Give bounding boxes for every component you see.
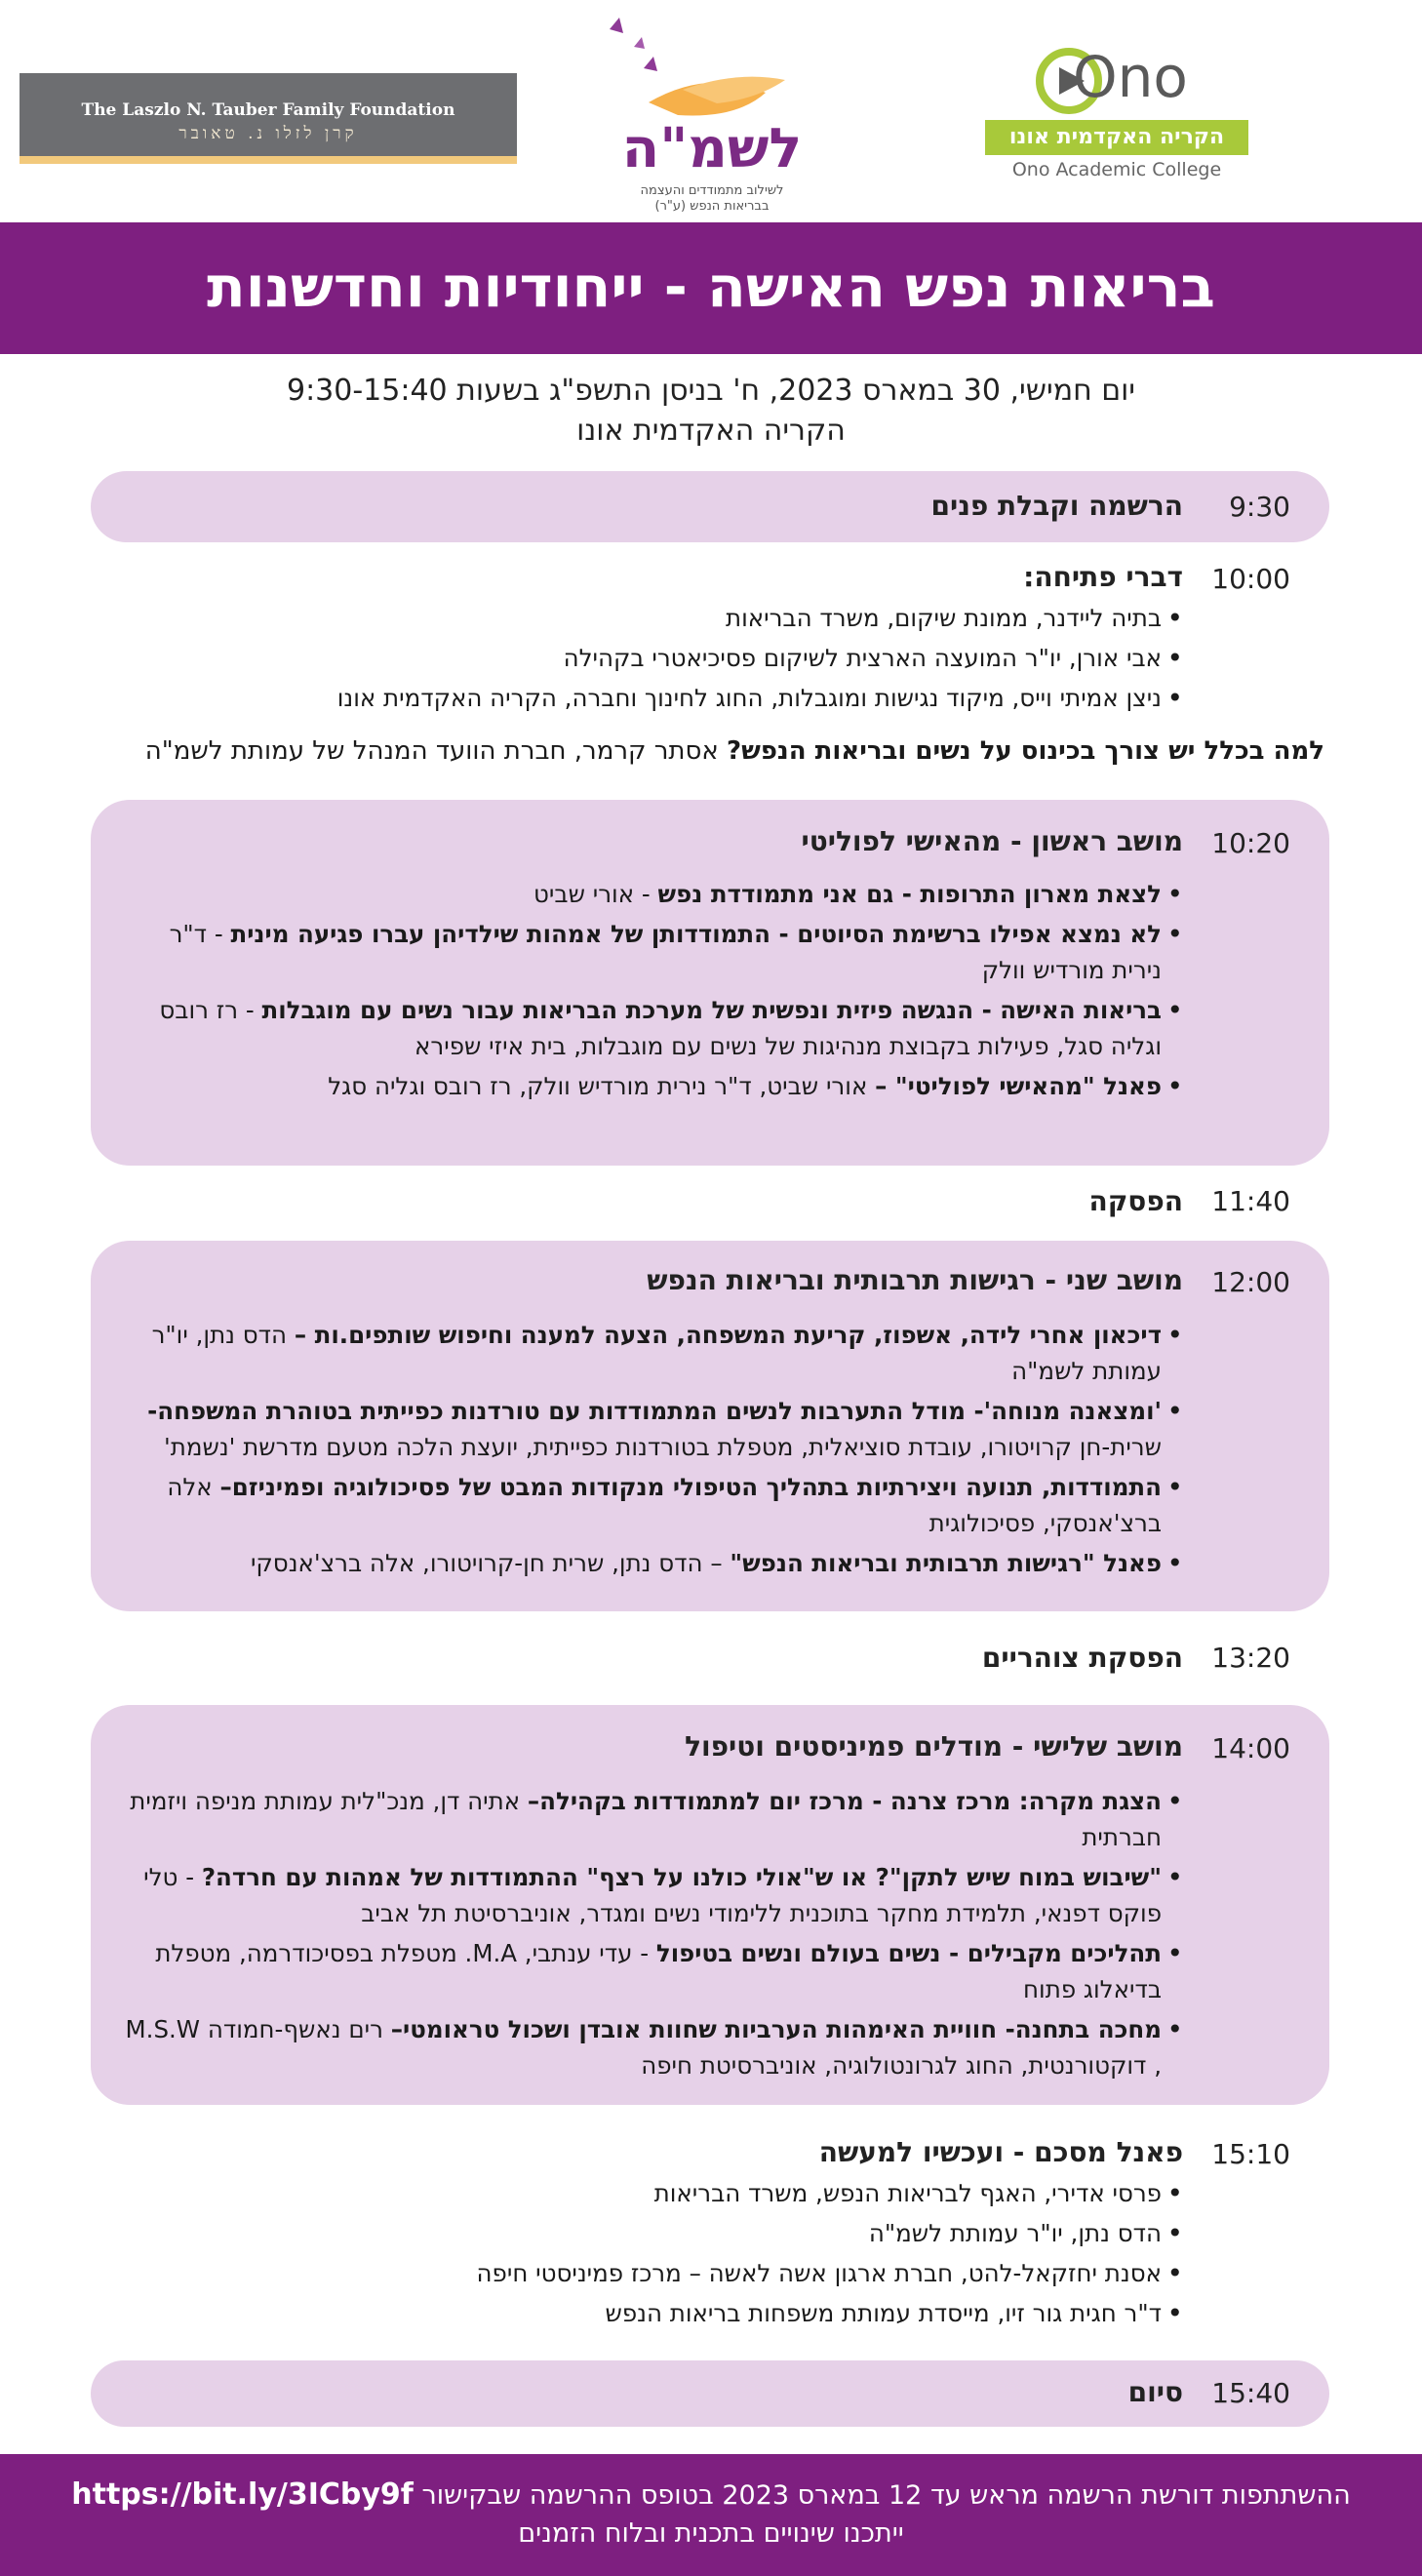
ono-logo-word: Ono: [1073, 44, 1188, 110]
break-title: הפסקה: [1088, 1185, 1183, 1217]
list-item: • בריאות האישה - הנגשה פיזית ונפשית של מערכת הבריאות עבור נשים עם מוגבלות - רז רובס וגליה סגל, פעילות בקבוצת מנהיגות של נשים עם מוגבלות, בית איזי שפירא: [130, 992, 1183, 1064]
closing-panel-time: 15:10: [1211, 2138, 1290, 2170]
registration-time: 9:30: [1229, 491, 1290, 523]
list-item: • מחכה בתחנה- חוויית האימהות הערביות שחוות אובדן ושכול טראומטי– רים נאשף-חמודה M.S.W , דוקטורנטית, החוג לגרונטולוגיה, אוניברסיטת חיפה: [110, 2011, 1183, 2083]
tauber-foundation-logo: [20, 73, 517, 164]
list-item: • הדס נתן, יו"ר עמותת לשמ"ה: [130, 2215, 1183, 2251]
list-item: • תהליכים מקבילים - נשים בעולם ונשים בטיפול - עדי ענתבי, M.A. מטפלת בפסיכודרמה, מטפלת בדיאלוג פתוח: [110, 1935, 1183, 2007]
list-item: • 'ומצאנה מנוחה'- מודל התערבות לנשים המתמודדות עם טורדנות כפייתית בטוהרת המשפחה- שרית-חן קרויטורו, עובדת סוציאלית, מטפלת בטורדנות כפייתית, יועצת הלכה מטעם מדרשת 'נשמת': [110, 1393, 1183, 1465]
session-2-talks: [110, 1317, 1183, 1585]
session-2-block: [91, 1241, 1329, 1611]
changes-disclaimer: ייתכנו שינויים בתכנית ובלוח הזמנים: [518, 2518, 904, 2549]
why-conference-speaker: אסתר קרמר, חברת הוועד המנהל של עמותת לשמ"ה: [144, 736, 728, 766]
session-3-talks: [110, 1783, 1183, 2087]
session-3-title: מושב שלישי - מודלים פמיניסטים וטיפול: [685, 1730, 1183, 1763]
registration-note: [0, 2477, 1422, 2512]
session-1-time: 10:20: [1211, 827, 1290, 859]
closing-panel-title: פאנל מסכם - ועכשיו למעשה: [818, 2136, 1183, 2168]
session-3-block: [91, 1705, 1329, 2105]
list-item: • לצאת מארון התרופות - גם אני מתמודדת נפש - אורי שביט: [130, 876, 1183, 912]
registration-title: הרשמה וקבלת פנים: [930, 490, 1183, 522]
list-item: • פאנל "רגישות תרבותית ובריאות הנפש" – הדס נתן, שרית חן-קרויטורו, אלה ברצ'אנסקי: [110, 1545, 1183, 1581]
registration-row: [91, 471, 1329, 542]
closing-panel-section: [91, 2136, 1329, 2341]
list-item: • דיכאון אחרי לידה, אשפוז, קריעת המשפחה, הצעה למענה וחיפוש שותפים.ות – הדס נתן, יו"ר עמותת לשמ"ה: [110, 1317, 1183, 1389]
break-time: 11:40: [1211, 1185, 1290, 1217]
footer-band: [0, 2454, 1422, 2576]
title-band: [0, 222, 1422, 354]
ono-logo-english: Ono Academic College: [1011, 159, 1222, 180]
opening-section: [91, 561, 1329, 727]
list-item: • הצגת מקרה: מרכז צרנה - מרכז יום למתמודדות בקהילה– אתיה דן, מנכ"לית עמותת מניפה ויזמית חברתית: [110, 1783, 1183, 1855]
ono-logo-hebrew: הקריה האקדמית אונו: [985, 120, 1248, 155]
break-row: [91, 1185, 1329, 1224]
why-conference-line: [37, 736, 1324, 766]
session-1-title: מושב ראשון - מהאישי לפוליטי: [801, 825, 1183, 857]
end-row: [91, 2360, 1329, 2427]
session-2-title: מושב שני - רגישות תרבותית ובריאות הנפש: [647, 1264, 1183, 1296]
event-date-line: יום חמישי, 30 במארס 2023, ח' בניסן התשפ"ג בשעות 9:30-15:40: [286, 374, 1135, 408]
leshema-logo: [600, 10, 824, 214]
header-logos: [0, 0, 1422, 222]
session-1-block: [91, 800, 1329, 1166]
why-conference-question: למה בכלל יש צורך בכינוס על נשים ובריאות הנפש?: [727, 736, 1324, 766]
list-item: • אסנת יחזקאל-להט, חברת ארגון אשה לאשה – מרכז פמיניסטי חיפה: [130, 2255, 1183, 2291]
list-item: • ד"ר חגית גור זיו, מייסדת עמותת משפחות בריאות הנפש: [130, 2295, 1183, 2331]
leshema-logo-sub: לשילוב מתמודדים והעצמה בבריאות הנפש (ע"ר): [640, 183, 784, 214]
lunch-time: 13:20: [1211, 1642, 1290, 1674]
list-item: • אבי אורן, יו"ר המועצה הארצית לשיקום פסיכיאטרי בקהילה: [130, 640, 1183, 676]
opening-title: דברי פתיחה:: [1023, 561, 1183, 593]
leshema-hand-butterflies-icon: [600, 10, 824, 127]
tauber-logo-english: The Laszlo N. Tauber Family Foundation: [81, 100, 455, 120]
list-item: • לא נמצא אפילו ברשימת הסיוטים - התמודדותן של אמהות שילדיהן עברו פגיעה מינית - ד"ר נירית מורדיש וולק: [130, 916, 1183, 988]
list-item: • בתיה ליידנר, ממונת שיקום, משרד הבריאות: [130, 600, 1183, 636]
session-2-time: 12:00: [1211, 1266, 1290, 1298]
session-3-time: 14:00: [1211, 1732, 1290, 1764]
opening-time: 10:00: [1211, 563, 1290, 595]
list-item: • פאנל "מהאישי לפוליטי" – אורי שביט, ד"ר נירית מורדיש וולק, רז רובס וגליה סגל: [130, 1068, 1183, 1104]
list-item: • פרסי אדירי, האגף לבריאות הנפש, משרד הבריאות: [130, 2175, 1183, 2211]
list-item: • התמודדות, תנועה ויצירתיות בתהליך הטיפולי מנקודות המבט של פסיכולוגיה ופמיניזם– אלה ברצ'אנסקי, פסיכולוגית: [110, 1469, 1183, 1541]
end-title: סיום: [1127, 2376, 1183, 2408]
list-item: • "שיבוש במוח שיש לתקן"? או ש"אולי כולנו על רצף" ההתמודדות של אמהות עם חרדה? - טלי פוקס דפנאי, תלמידת מחקר בתוכנית ללימודי נשים ומגדר, אוניברסיטת תל אביב: [110, 1859, 1183, 1931]
session-1-talks: [130, 876, 1183, 1108]
leshema-logo-name: לשמ"ה: [621, 117, 803, 180]
tauber-logo-hebrew: קרן לזלו נ. טאובר: [178, 124, 358, 143]
list-item: • ניצן אמיתי וייס, מיקוד נגישות ומוגבלות, החוג לחינוך וחברה, הקריה האקדמית אונו: [130, 680, 1183, 716]
end-time: 15:40: [1211, 2377, 1290, 2409]
ono-college-logo: [980, 44, 1248, 180]
lunch-row: [91, 1642, 1329, 1681]
event-location-line: הקריה האקדמית אונו: [576, 414, 846, 448]
event-info: [0, 371, 1422, 451]
lunch-title: הפסקת צוהריים: [981, 1642, 1183, 1674]
opening-speakers-list: [130, 600, 1183, 720]
registration-link[interactable]: https://bit.ly/3ICby9f: [71, 2477, 414, 2512]
page-title: בריאות נפש האישה - ייחודיות וחדשנות: [207, 254, 1215, 320]
registration-note-text: ההשתתפות דורשת הרשמה מראש עד 12 במארס 2023 בטופס ההרשמה שבקישור: [421, 2480, 1351, 2511]
closing-panel-speakers: [130, 2175, 1183, 2335]
